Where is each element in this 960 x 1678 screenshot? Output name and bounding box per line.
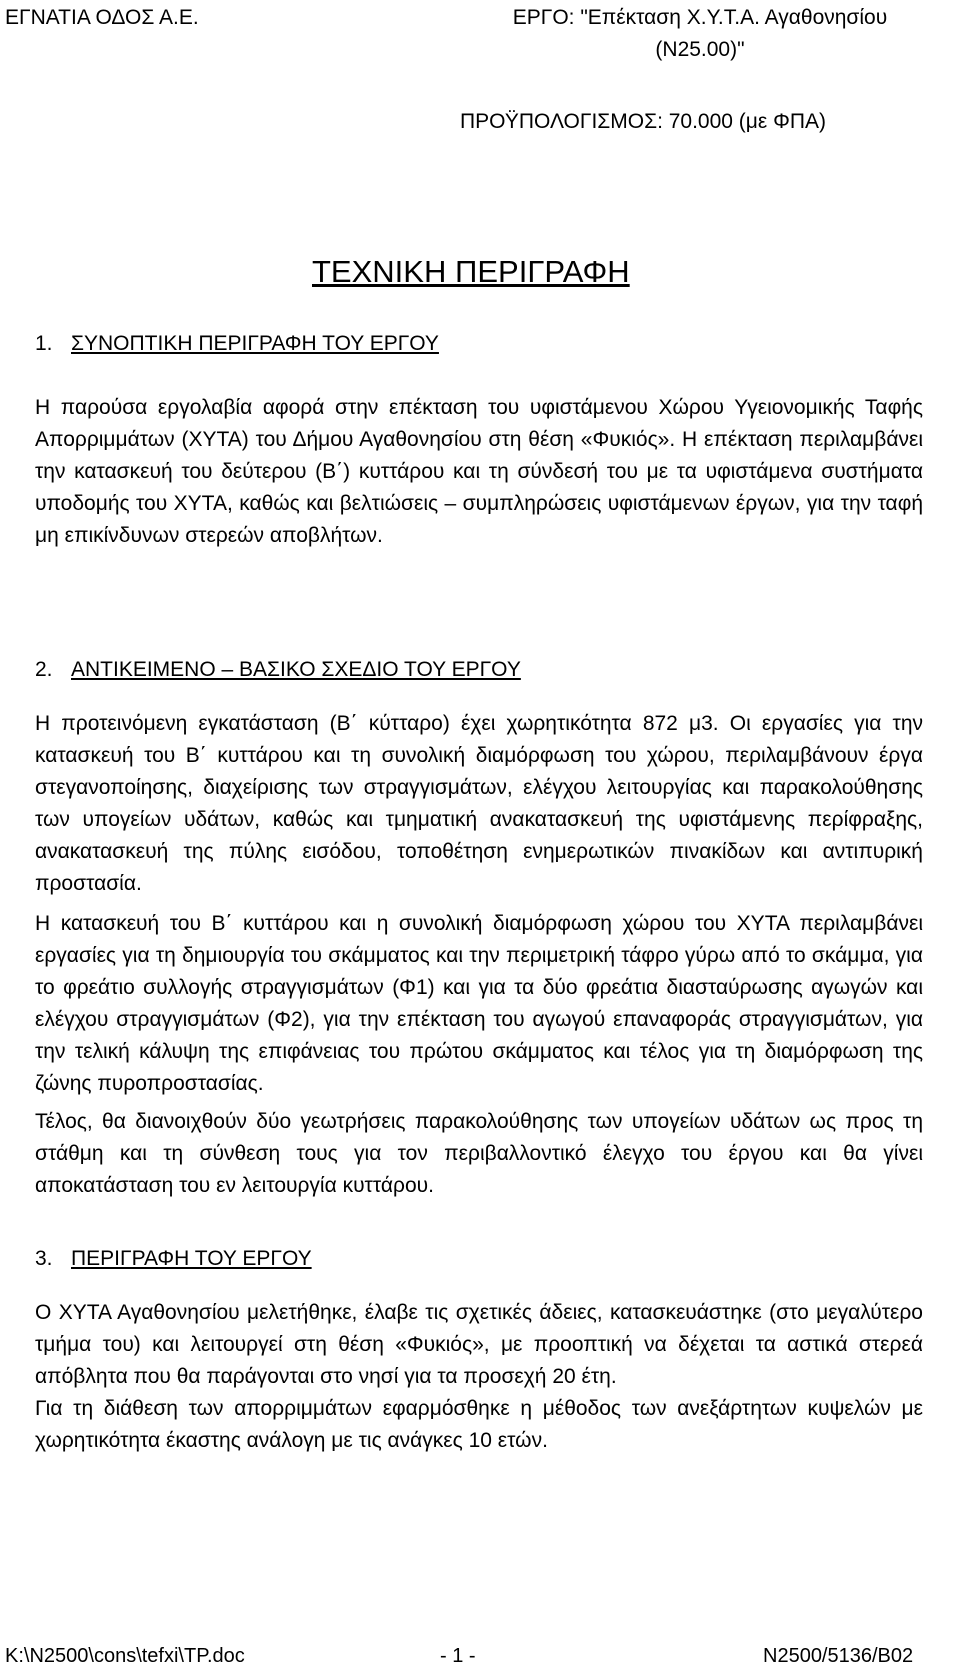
footer-page-number: - 1 - [440, 1645, 476, 1667]
project-title [440, 2, 960, 66]
company-name: ΕΓΝΑΤΙΑ ΟΔΟΣ Α.Ε. [5, 6, 199, 29]
project-title-line1: ΕΡΓΟ: "Επέκταση Χ.Υ.Τ.Α. Αγαθονησίου [512, 6, 888, 29]
section-3-heading [35, 1243, 312, 1275]
budget-line: ΠΡΟΫΠΟΛΟΓΙΣΜΟΣ: 70.000 (με ΦΠΑ) [460, 110, 827, 133]
section-2-title: ΑΝΤΙΚΕΙΜΕΝΟ – ΒΑΣΙΚΟ ΣΧΕΔΙΟ ΤΟΥ ΕΡΓΟΥ [71, 658, 521, 681]
section-2-number: 2. [35, 658, 53, 681]
footer-file-path: K:\N2500\cons\tefxi\TP.doc [5, 1645, 245, 1667]
section-3-paragraph-2: Για τη διάθεση των απορριμμάτων εφαρμόσθηκε η μέθοδος των ανεξάρτητων κυψελών με χωρητικότητα έκαστης ανάλογη με τις ανάγκες 10 ετών. [35, 1397, 923, 1452]
section-1-number: 1. [35, 332, 53, 355]
section-1-heading [35, 328, 439, 360]
section-1-paragraph-1: Η παρούσα εργολαβία αφορά στην επέκταση του υφιστάμενου Χώρου Υγειονομικής Ταφής Απορριμμάτων (ΧΥΤΑ) του Δήμου Αγαθονησίου στη θέση «Φυκιός». Η επέκταση περιλαμβάνει την κατασκευή του δεύτερου (Β΄) κυττάρου και τη σύνδεσή του με τα υφιστάμενα συστήματα υποδομής του ΧΥΤΑ, καθώς και βελτιώσεις – συμπληρώσεις υφιστάμενων έργων, για την ταφή μη επικίνδυνων στερεών αποβλήτων. [35, 396, 923, 547]
footer-document-code: N2500/5136/B02 [763, 1645, 914, 1667]
section-2-body-2 [35, 908, 923, 1100]
section-1-title: ΣΥΝΟΠΤΙΚΗ ΠΕΡΙΓΡΑΦΗ ΤΟΥ ΕΡΓΟΥ [71, 332, 439, 355]
section-2-paragraph-3: Τέλος, θα διανοιχθούν δύο γεωτρήσεις παρακολούθησης των υπογείων υδάτων ως προς τη στάθμη και τη σύνθεση τους για τον περιβαλλοντικό έλεγχο του έργου και θα γίνει αποκατάσταση του εν λειτουργία κυττάρου. [35, 1110, 923, 1197]
section-3-title: ΠΕΡΙΓΡΑΦΗ ΤΟΥ ΕΡΓΟΥ [71, 1247, 312, 1270]
document-title: ΤΕΧΝΙΚΗ ΠΕΡΙΓΡΑΦΗ [312, 254, 630, 289]
section-3-paragraph-1: Ο ΧΥΤΑ Αγαθονησίου μελετήθηκε, έλαβε τις σχετικές άδειες, κατασκευάστηκε (στο μεγαλύτερο τμήμα του) και λειτουργεί στη θέση «Φυκιός», με προοπτική να δέχεται τα αστικά στερεά απόβλητα που θα παράγονται στο νησί για τα προσεχή 20 έτη. [35, 1301, 923, 1388]
section-3-number: 3. [35, 1247, 53, 1270]
section-2-paragraph-1: Η προτεινόμενη εγκατάσταση (Β΄ κύτταρο) έχει χωρητικότητα 872 μ3. Οι εργασίες για την κατασκευή του Β΄ κυττάρου και τη συνολική διαμόρφωση του χώρου, περιλαμβάνουν έργα στεγανοποίησης, διαχείρισης των στραγγισμάτων, ελέγχου λειτουργίας και παρακολούθησης των υπογείων υδάτων, καθώς και τμηματική ανακατασκευή της υφιστάμενης περίφραξης, ανακατασκευή της πύλης εισόδου, τοποθέτηση ενημερωτικών πινακίδων και αντιπυρική προστασία. [35, 712, 923, 895]
section-2-body [35, 708, 923, 900]
section-2-heading [35, 654, 521, 686]
section-2-body-3 [35, 1106, 923, 1202]
section-2-paragraph-2: Η κατασκευή του Β΄ κυττάρου και η συνολική διαμόρφωση χώρου του ΧΥΤΑ περιλαμβάνει εργασίες για τη δημιουργία του σκάμματος και την περιμετρική τάφρο γύρω από το σκάμμα, για το φρεάτιο συλλογής στραγγισμάτων (Φ1) και για τα δύο φρεάτια διασταύρωσης αγωγών και ελέγχου στραγγισμάτων (Φ2), για την επέκταση του αγωγού επαναφοράς στραγγισμάτων, για την τελική κάλυψη της επιφάνειας του πρώτου σκάμματος και τέλος για τη διαμόρφωση της ζώνης πυροπροστασίας. [35, 912, 923, 1095]
section-1-body [35, 392, 923, 552]
section-3-body [35, 1297, 923, 1457]
project-title-line2: (Ν25.00)" [655, 38, 745, 61]
